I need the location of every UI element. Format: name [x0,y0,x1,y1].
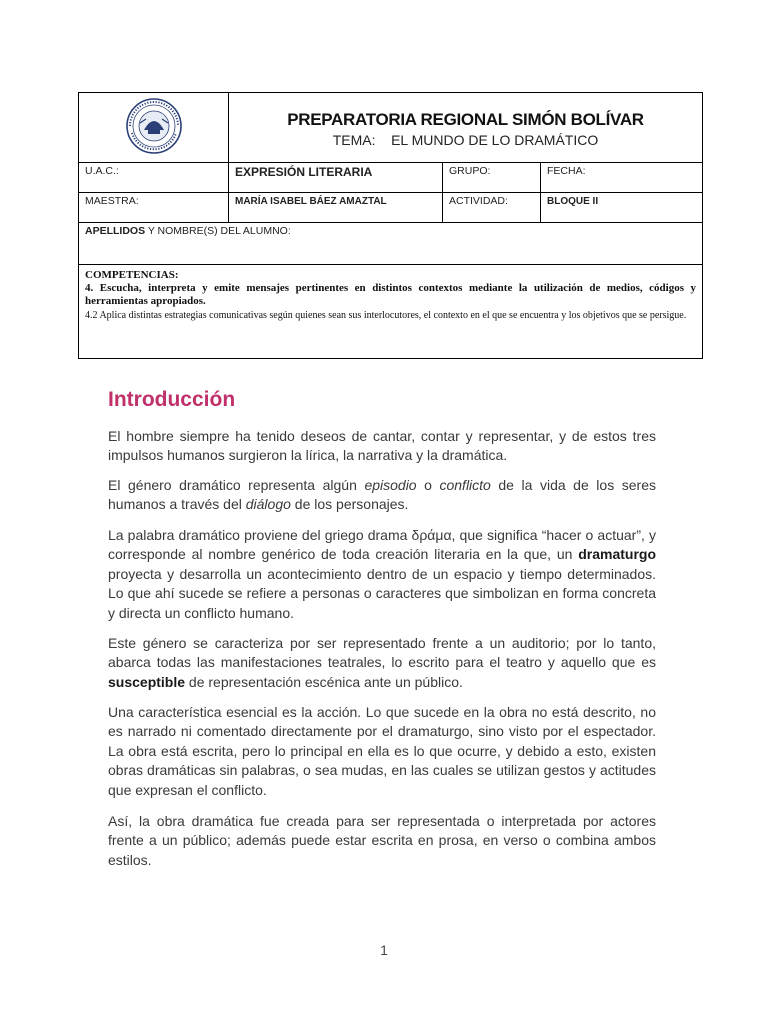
maestra-value-cell [229,193,443,223]
paragraph-6: Así, la obra dramática fue creada para ser representada o interpretada por actores frente a un público; además puede estar escrita en prosa, en verso o combina ambos estilos. [108,813,656,868]
p3-text-a: La palabra dramático proviene del griego drama δράμα, que significa “hacer o actuar”, y corresponde al nombre genérico de toda creación literaria en la que, un [108,527,656,563]
university-seal-icon [114,146,194,158]
competencia-main: 4. Escucha, interpreta y emite mensajes pertinentes en distintos contextos mediante la utilización de medios, códigos y herramientas apropiados. [85,282,696,307]
paragraph-4 [108,634,656,692]
tema-value: EL MUNDO DE LO DRAMÁTICO [391,131,599,148]
page-number: 1 [380,942,388,958]
p2-dialogo: diálogo [245,496,291,513]
paragraph-3 [108,526,656,623]
uac-value-cell [229,163,443,193]
tema-line [235,132,696,148]
alumno-cell [79,223,703,265]
p2-text-c: o [416,477,440,493]
p4-text-a: Este género se caracteriza por ser representado frente a un auditorio; por lo tanto, abarca todas las manifestaciones teatrales, lo escrito para el teatro y aquello que es [108,635,656,671]
uac-label: U.A.C.: [85,165,119,177]
alumno-label-rest: Y NOMBRE(S) DEL ALUMNO: [145,225,291,237]
actividad-label: ACTIVIDAD: [449,195,508,207]
title-cell [229,93,703,163]
p3-dramaturgo: dramaturgo [578,546,656,563]
p2-text-e: de la vida de los seres humanos a través del [108,477,656,513]
uac-label-cell [79,163,229,193]
actividad-label-cell [443,193,541,223]
p2-conflicto: conflicto [439,477,491,493]
tema-label: TEMA: [332,131,376,148]
competencias-cell [79,265,703,359]
logo-cell [79,93,229,163]
fecha-label: FECHA: [547,165,586,177]
maestra-label-cell [79,193,229,223]
p2-text-a: El género dramático representa algún [108,477,365,493]
paragraph-1: El hombre siempre ha tenido deseos de cantar, contar y representar, y de estos tres impulsos humanos surgieron la lírica, la narrativa y la dramática. [108,428,656,464]
competencia-sub: 4.2 Aplica distintas estrategias comunicativas según quienes sean sus interlocutores, el contexto en el que se encuentra y los objetivos que se persigue. [85,310,687,321]
bloque-value: BLOQUE II [547,196,599,207]
grupo-label: GRUPO: [449,165,491,177]
maestra-label: MAESTRA: [85,195,139,207]
paragraph-5: Una característica esencial es la acción. Lo que sucede en la obra no está descrito, no es narrado ni comentado directamente por el dramaturgo, sino visto por el espectador. La obra está escrita, pero lo principal en ella es lo que ocurre, y debido a esto, existen obras dramáticas sin palabras, o sea mudas, en las cuales se utilizan gestos y actitudes que expresan el conflicto. [108,704,656,798]
p2-episodio: episodio [364,477,417,493]
alumno-label-bold: APELLIDOS [85,225,146,237]
bloque-value-cell [541,193,703,223]
p4-text-c: de representación escénica ante un público. [185,673,463,690]
fecha-label-cell [541,163,703,193]
paragraph-2 [108,476,656,515]
p3-text-c: proyecta y desarrolla un acontecimiento dentro de un espacio y tiempo determinados. Lo que ahí sucede se refiere a personas o caracteres que simbolizan en forma concreta y directa un conflicto humano. [108,565,656,621]
p4-susceptible: susceptible [108,673,186,690]
grupo-label-cell [443,163,541,193]
uac-value: EXPRESIÓN LITERARIA [235,165,373,179]
header-table [78,92,703,359]
intro-title: Introducción [108,388,236,411]
school-name: PREPARATORIA REGIONAL SIMÓN BOLÍVAR [287,109,644,129]
maestra-value: MARÍA ISABEL BÁEZ AMAZTAL [235,196,387,207]
competencias-title: COMPETENCIAS: [85,269,179,281]
p2-text-g: de los personajes. [290,496,409,513]
